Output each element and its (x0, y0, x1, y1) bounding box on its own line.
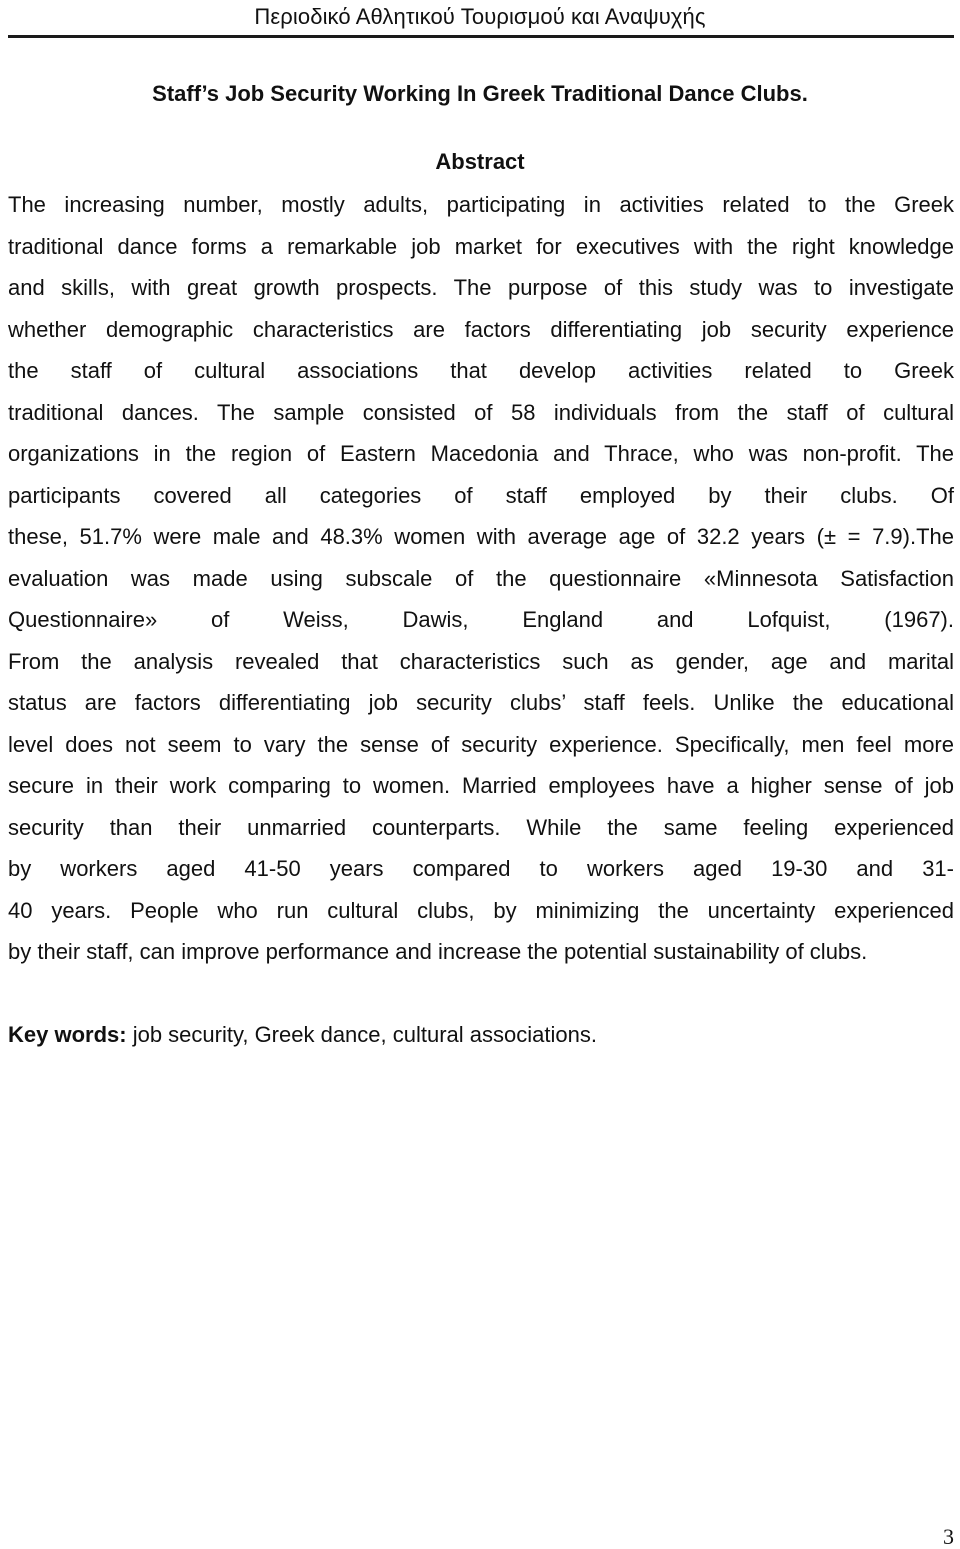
abstract-line: The increasing number, mostly adults, participating in activities related to the Greek (8, 192, 954, 217)
abstract-line: by their staff, can improve performance and increase the potential sustainability of clubs. (8, 939, 868, 964)
header-rule (8, 35, 954, 38)
abstract-line: these, 51.7% were male and 48.3% women with average age of 32.2 years (± = 7.9).The (8, 524, 954, 549)
abstract-line: From the analysis revealed that characteristics such as gender, age and marital (8, 648, 954, 674)
abstract-heading: Abstract (435, 149, 525, 174)
abstract-line: 40 years. People who run cultural clubs, by minimizing the uncertainty experienced (8, 897, 954, 923)
abstract-line: whether demographic characteristics are factors differentiating job security experience (8, 316, 954, 342)
keywords (8, 1020, 954, 1050)
abstract-line: participants covered all categories of staff employed by their clubs. Of (8, 482, 954, 508)
abstract-body (8, 184, 954, 973)
abstract-line: traditional dances. The sample consisted of 58 individuals from the staff of cultural (8, 399, 954, 425)
abstract-line: the staff of cultural associations that develop activities related to Greek (8, 358, 954, 383)
keywords-text: job security, Greek dance, cultural associations. (126, 1022, 597, 1047)
abstract-line: Questionnaire» of Weiss, Dawis, England and Lofquist, (1967). (8, 607, 954, 632)
abstract-line: level does not seem to vary the sense of security experience. Specifically, men feel more (8, 731, 954, 757)
page-number: 3 (943, 1524, 954, 1549)
running-header: Περιοδικό Αθλητικού Τουρισμού και Αναψυχής (254, 4, 706, 29)
abstract-line: evaluation was made using subscale of the questionnaire «Minnesota Satisfaction (8, 565, 954, 591)
abstract-line: security than their unmarried counterparts. While the same feeling experienced (8, 814, 954, 840)
abstract-line: by workers aged 41-50 years compared to workers aged 19-30 and 31- (8, 856, 954, 881)
abstract-line: organizations in the region of Eastern Macedonia and Thrace, who was non-profit. The (8, 441, 954, 466)
paper-title: Staff’s Job Security Working In Greek Traditional Dance Clubs. (152, 81, 808, 106)
abstract-line: status are factors differentiating job security clubs’ staff feels. Unlike the educational (8, 690, 954, 715)
abstract-line: and skills, with great growth prospects. The purpose of this study was to investigate (8, 275, 954, 300)
abstract-line: traditional dance forms a remarkable job market for executives with the right knowledge (8, 233, 954, 259)
keywords-label: Key words: (8, 1022, 127, 1047)
abstract-line: secure in their work comparing to women. Married employees have a higher sense of job (8, 773, 954, 798)
